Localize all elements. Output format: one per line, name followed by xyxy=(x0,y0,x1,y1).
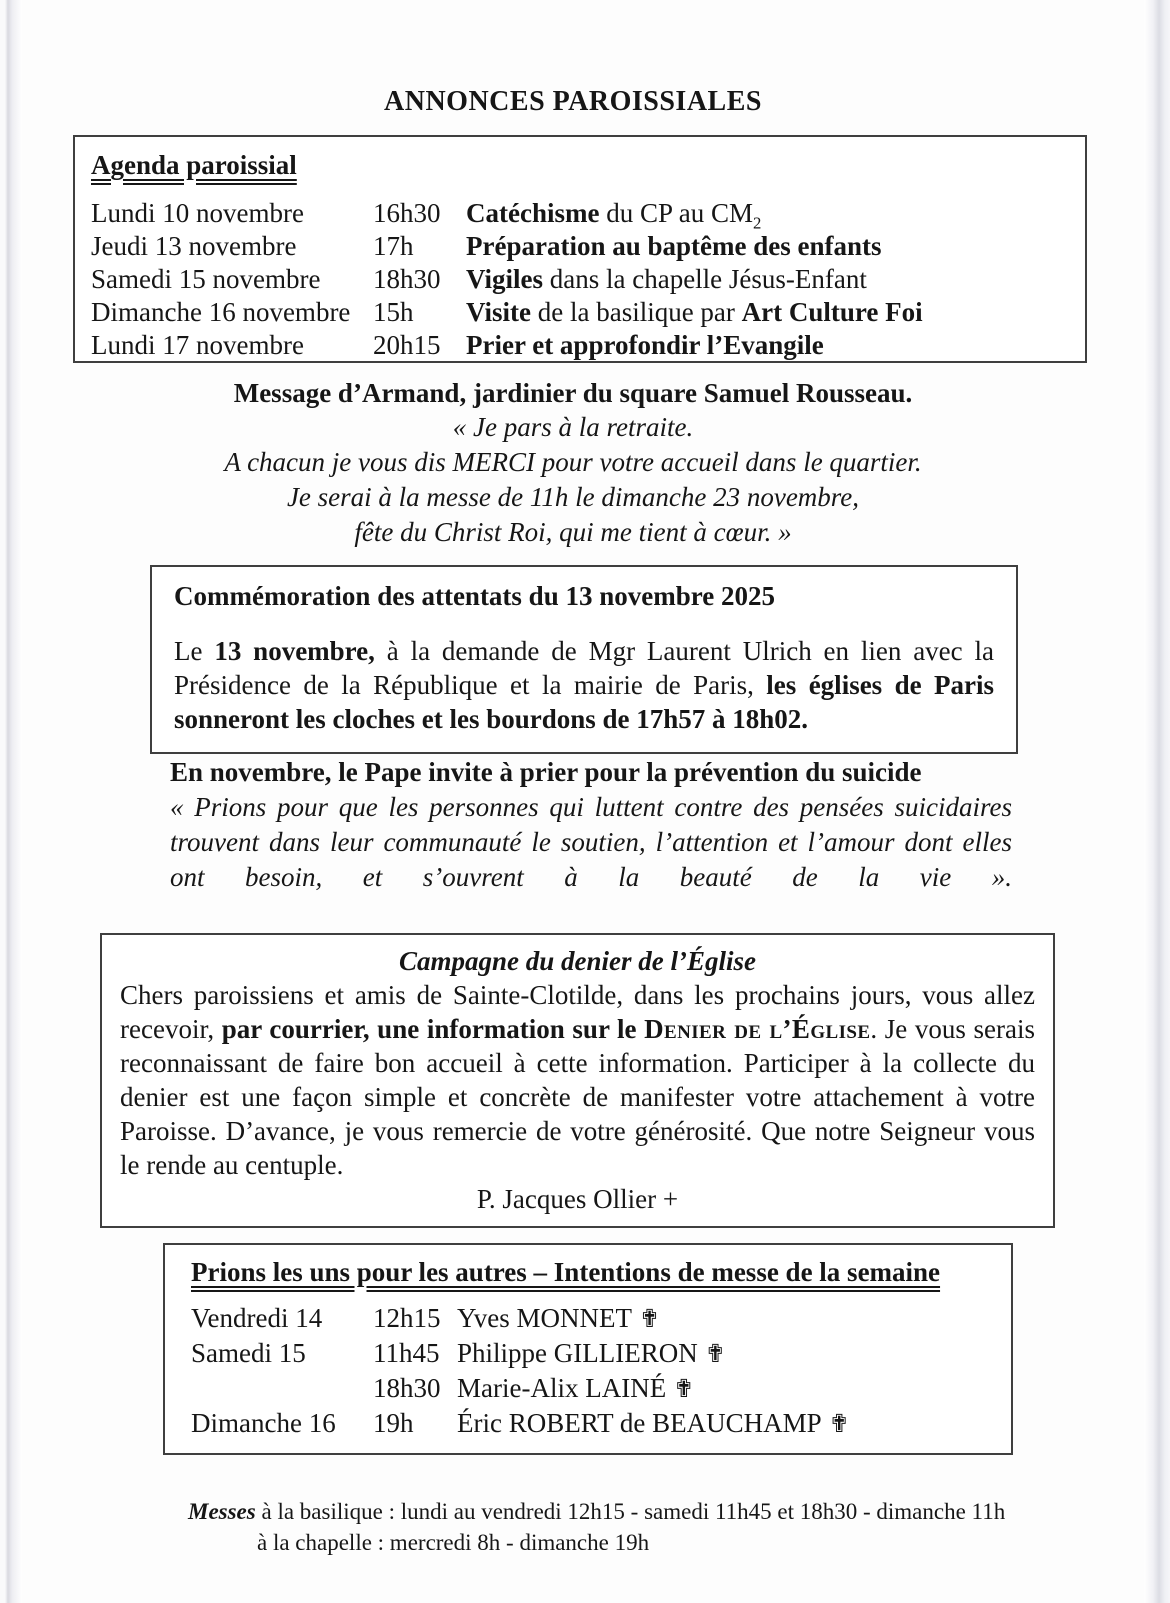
armand-quote-line: « Je pars à la retraite. xyxy=(452,412,694,442)
agenda-time: 16h30 xyxy=(373,198,441,228)
agenda-day: Samedi 15 novembre xyxy=(91,264,321,294)
deceased-name: Marie-Alix LAINÉ xyxy=(457,1373,667,1403)
agenda-box xyxy=(73,135,1087,363)
intentions-name xyxy=(457,1371,997,1406)
agenda-time: 17h xyxy=(373,231,414,261)
armand-quote-line: A chacun je vous dis MERCI pour votre accueil dans le quartier. xyxy=(224,447,922,477)
footer-line-chapelle: à la chapelle : mercredi 8h - dimanche 19h xyxy=(257,1530,650,1555)
agenda-description: Vigiles dans la chapelle Jésus-Enfant xyxy=(466,264,867,294)
intentions-day: Vendredi 14 xyxy=(191,1303,323,1333)
armand-message xyxy=(0,376,1146,550)
commemoration-box xyxy=(150,565,1018,754)
agenda-row xyxy=(91,329,1069,362)
agenda-description: Préparation au baptême des enfants xyxy=(466,231,882,261)
cross-icon: ✟ xyxy=(639,1304,660,1333)
campagne-body: Chers paroissiens et amis de Sainte-Clotilde, dans les prochains jours, vous allez recevoir, par courrier, une information sur le Denier de l’Église. Je vous serais reconnaissant de faire bon accueil à cette information. Participer à la collecte du denier est une façon simple et concrète de manifester votre attachement à votre Paroisse. D’avance, je vous remercie de votre générosité. Que notre Seigneur vous le rende au centuple. xyxy=(120,980,1035,1180)
agenda-day: Jeudi 13 novembre xyxy=(91,231,297,261)
intentions-rows xyxy=(191,1301,997,1441)
agenda-time: 20h15 xyxy=(373,330,441,360)
page-edge-shadow-left xyxy=(0,0,22,1603)
deceased-name: Philippe GILLIERON xyxy=(457,1338,698,1368)
commemoration-heading: Commémoration des attentats du 13 novembre 2025 xyxy=(174,581,775,611)
armand-quote-line: fête du Christ Roi, qui me tient à cœur. » xyxy=(354,517,792,547)
cross-icon: ✟ xyxy=(673,1374,695,1403)
intentions-box xyxy=(163,1243,1013,1455)
pape-quote: « Prions pour que les personnes qui luttent contre des pensées suicidaires trouvent dans leur communauté le soutien, l’attention et l’amour dont elles ont besoin, et s’ouvrent à la beauté de la vie ». xyxy=(170,792,1012,892)
campagne-signature: P. Jacques Ollier + xyxy=(476,1184,679,1214)
pape-intention-section xyxy=(170,755,1012,930)
agenda-description: Prier et approfondir l’Evangile xyxy=(466,330,824,360)
agenda-day: Lundi 17 novembre xyxy=(91,330,304,360)
intentions-row xyxy=(191,1301,997,1336)
armand-quote-line: Je serai à la messe de 11h le dimanche 23 novembre, xyxy=(286,482,860,512)
agenda-time: 18h30 xyxy=(373,264,441,294)
intentions-heading: Prions les uns pour les autres – Intentions de messe de la semaine xyxy=(191,1257,941,1287)
commemoration-body: Le 13 novembre, à la demande de Mgr Laurent Ulrich en lien avec la Présidence de la République et la mairie de Paris, les églises de Paris sonneront les cloches et les bourdons de 17h57 à 18h02. xyxy=(174,636,994,734)
agenda-row xyxy=(91,197,1069,233)
agenda-heading: Agenda paroissial xyxy=(91,150,297,180)
intentions-name xyxy=(457,1336,997,1371)
pape-heading: En novembre, le Pape invite à prier pour la prévention du suicide xyxy=(170,757,922,787)
intentions-name xyxy=(457,1406,997,1441)
intentions-name xyxy=(457,1301,997,1336)
footer-line-basilique: Messes à la basilique : lundi au vendredi 12h15 - samedi 11h45 et 18h30 - dimanche 11h xyxy=(188,1499,1006,1524)
deceased-name: Éric ROBERT de BEAUCHAMP xyxy=(457,1408,822,1438)
intentions-time: 11h45 xyxy=(373,1338,440,1368)
campagne-box xyxy=(100,933,1055,1228)
page-edge-shadow-right xyxy=(1144,0,1170,1603)
deceased-name: Yves MONNET xyxy=(457,1303,633,1333)
intentions-row xyxy=(191,1371,997,1406)
agenda-description: Visite de la basilique par Art Culture Foi xyxy=(466,297,923,327)
armand-heading: Message d’Armand, jardinier du square Samuel Rousseau. xyxy=(233,378,913,408)
cross-icon: ✟ xyxy=(828,1409,850,1438)
agenda-rows xyxy=(91,197,1069,362)
intentions-day: Dimanche 16 xyxy=(191,1408,336,1438)
intentions-time: 19h xyxy=(373,1408,414,1438)
intentions-time: 18h30 xyxy=(373,1373,441,1403)
agenda-time: 15h xyxy=(373,297,414,327)
agenda-row xyxy=(91,263,1069,296)
intentions-day: Samedi 15 xyxy=(191,1338,306,1368)
agenda-day: Dimanche 16 novembre xyxy=(91,297,351,327)
intentions-day xyxy=(191,1371,373,1406)
intentions-time: 12h15 xyxy=(373,1303,441,1333)
agenda-row xyxy=(91,230,1069,263)
agenda-day: Lundi 10 novembre xyxy=(91,198,304,228)
campagne-heading: Campagne du denier de l’Église xyxy=(399,946,756,976)
intentions-row xyxy=(191,1336,997,1371)
agenda-row xyxy=(91,296,1069,329)
agenda-description: Catéchisme du CP au $CM_2$ xyxy=(466,198,762,233)
cross-icon: ✟ xyxy=(704,1339,726,1368)
page-title: ANNONCES PAROISSIALES xyxy=(384,86,762,117)
footer-masses xyxy=(188,1496,1005,1558)
intentions-row xyxy=(191,1406,997,1441)
